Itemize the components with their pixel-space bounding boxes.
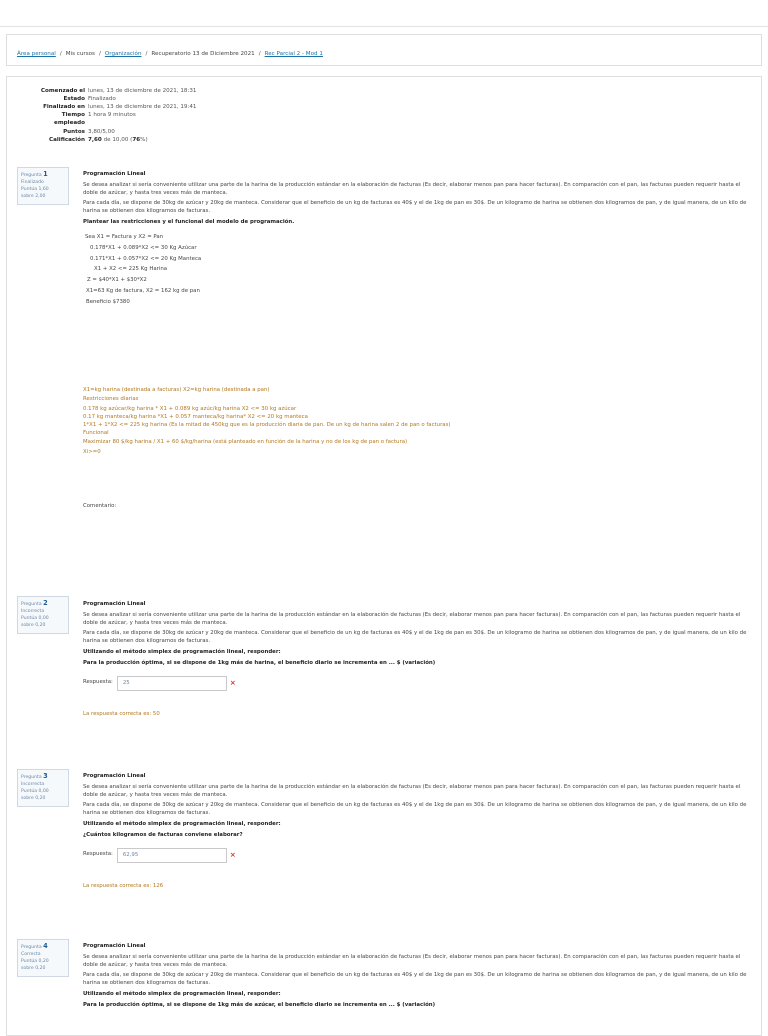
question-subheading: Utilizando el método simplex de programación lineal, responder: <box>83 991 281 998</box>
question-state: Incorrecta <box>21 608 45 614</box>
question-points: Puntúa 0,00 <box>21 788 49 794</box>
question-content-2 <box>83 601 753 722</box>
question-points: Puntúa 1,60 <box>21 186 49 192</box>
question-number: 4 <box>43 942 48 950</box>
question-text: Para cada día, se dispone de 30kg de azúcar y 20kg de manteca. Considerar que el beneficio de un kg de facturas es 40$ y el de 1kg de pan es 30$. De un kilogramo de harina se obtienen dos kilogramos de pan, y de igual manera, de un kilo de harina se obtienen dos kilogramos de facturas. <box>83 200 747 215</box>
question-info-1: Pregunta 1 Finalizado Puntúa 1,60 sobre 2,00 <box>17 167 69 205</box>
question-max-points: sobre 0,20 <box>21 965 46 971</box>
question-text: Para cada día, se dispone de 30kg de azúcar y 20kg de manteca. Considerar que el beneficio de un kg de facturas es 40$ y el de 1kg de pan es 30$. De un kilogramo de harina se obtienen dos kilogramos de pan, y de igual manera, de un kilo de harina se obtienen dos kilogramos de facturas. <box>83 630 747 645</box>
question-prompt: Plantear las restricciones y el funcional del modelo de programación. <box>83 219 295 226</box>
question-max-points: sobre 2,00 <box>21 193 46 199</box>
question-state: Incorrecta <box>21 781 45 787</box>
answer-input[interactable]: 25 <box>117 676 227 691</box>
quiz-review <box>6 76 762 1036</box>
breadcrumb-area-personal[interactable]: Área personal <box>17 51 56 57</box>
question-number: 2 <box>43 599 48 607</box>
question-points: Puntúa 0,00 <box>21 615 49 621</box>
breadcrumb-bar <box>6 34 762 66</box>
question-text: Se desea analizar si sería conveniente utilizar una parte de la harina de la producción estándar en la elaboración de facturas (Es decir, elaborar menos pan para hacer facturas). En comparación con el pan, las facturas pueden requerir hasta el doble de azúcar, y hasta tres veces más de manteca. <box>83 953 741 968</box>
question-prompt: Para la producción óptima, si se dispone de 1kg más de harina, el beneficio diario se incrementa en ... $ (variación) <box>83 659 436 666</box>
summary-row-points: Puntos 3,80/5,00 <box>63 128 115 135</box>
question-text: Se desea analizar si sería conveniente utilizar una parte de la harina de la producción estándar en la elaboración de facturas (Es decir, elaborar menos pan para hacer facturas). En comparación con el pan, las facturas pueden requerir hasta el doble de azúcar, y hasta tres veces más de manteca. <box>83 783 741 798</box>
breadcrumb-separator: / <box>59 51 62 57</box>
breadcrumb-mis-cursos[interactable]: Mis cursos <box>65 51 95 57</box>
summary-row-state: Estado Finalizado <box>63 96 116 103</box>
breadcrumb-recuperatorio[interactable]: Recuperatorio 13 de Diciembre 2021 <box>151 51 255 57</box>
summary-row-finished: Finalizado en lunes, 13 de diciembre de 2021, 19:41 <box>43 104 197 111</box>
general-feedback: X1=kg harina (destinada a facturas) X2=kg harina (destinada a pan) Restricciones diarias 0.178 kg azúcar/kg harina * X1 + 0.089 kg azúc/kg harina X2 <= 30 kg azúcar 0.17 kg manteca/kg harina *X1 + 0.057 manteca/kg harina* X2 <= 20 kg manteca 1*X1 + 1*X2 <= 225 kg harina (Es la mitad de 450kg que es la producción diaria de pan. De un kg de harina salen 2 de pan o facturas) Funcional Maximizar 80 $/kg harina / X1 + 60 $/kg/harina (está planteado en función de la harina y no de los kg de pan o factura) Xi>=0 <box>83 386 451 455</box>
breadcrumb-rec-parcial[interactable]: Rec Parcial 2 - Mod 1 <box>264 51 323 57</box>
question-state: Correcta <box>21 951 41 957</box>
breadcrumb-organizacion[interactable]: Organización <box>104 51 142 57</box>
breadcrumb <box>17 50 323 58</box>
question-max-points: sobre 0,20 <box>21 622 46 628</box>
correct-answer: La respuesta correcta es: 126 <box>83 882 164 889</box>
question-max-points: sobre 0,20 <box>21 795 46 801</box>
essay-answer: Sea X1 = Factura y X2 = Pan 0.178*X1 + 0.089*X2 <= 30 Kg Azúcar 0.171*X1 + 0.057*X2 <= 20 Kg Manteca X1 + X2 <= 225 Kg Harina Z = $40*X1 + $30*X2 X1=63 Kg de factura, X2 = 162 kg de pan Beneficio $7380 <box>85 233 202 305</box>
attempt-summary <box>19 87 196 144</box>
answer-label: Respuesta: <box>83 679 113 686</box>
answer-row <box>83 848 753 863</box>
answer-label: Respuesta: <box>83 851 113 858</box>
incorrect-icon: × <box>229 679 236 688</box>
question-text: Para cada día, se dispone de 30kg de azúcar y 20kg de manteca. Considerar que el beneficio de un kg de facturas es 40$ y el de 1kg de pan es 30$. De un kilogramo de harina se obtienen dos kilogramos de pan, y de igual manera, de un kilo de harina se obtienen dos kilogramos de facturas. <box>83 802 747 817</box>
question-content-3 <box>83 773 753 894</box>
summary-row-time: Tiempo empleado 1 hora 9 minutos <box>54 112 136 127</box>
question-prompt: ¿Cuántos kilogramos de facturas conviene elaborar? <box>83 831 243 838</box>
answer-row <box>83 676 753 691</box>
top-navbar <box>0 0 768 27</box>
incorrect-icon: × <box>229 851 236 860</box>
question-title: Programación Lineal <box>83 773 146 779</box>
question-content-4 <box>83 943 753 1013</box>
question-info-3: Pregunta 3 Incorrecta Puntúa 0,00 sobre 0,20 <box>17 769 69 807</box>
correct-answer: La respuesta correcta es: 50 <box>83 710 160 717</box>
question-subheading: Utilizando el método simplex de programación lineal, responder: <box>83 649 281 656</box>
question-info-4: Pregunta 4 Correcta Puntúa 0,20 sobre 0,20 <box>17 939 69 977</box>
question-number: 3 <box>43 772 48 780</box>
comment-label: Comentario: <box>83 503 117 510</box>
question-text: Para cada día, se dispone de 30kg de azúcar y 20kg de manteca. Considerar que el beneficio de un kg de facturas es 40$ y el de 1kg de pan es 30$. De un kilogramo de harina se obtienen dos kilogramos de pan, y de igual manera, de un kilo de harina se obtienen dos kilogramos de facturas. <box>83 972 747 987</box>
summary-row-started: Comenzado el lunes, 13 de diciembre de 2021, 18:31 <box>40 88 197 94</box>
summary-row-grade: Calificación 7,60 de 10,00 (76%) <box>48 136 148 143</box>
question-text: Se desea analizar si sería conveniente utilizar una parte de la harina de la producción estándar en la elaboración de facturas (Es decir, elaborar menos pan para hacer facturas). En comparación con el pan, las facturas pueden requerir hasta el doble de azúcar, y hasta tres veces más de manteca. <box>83 181 741 196</box>
question-title: Programación Lineal <box>83 171 146 177</box>
question-info-2: Pregunta 2 Incorrecta Puntúa 0,00 sobre 0,20 <box>17 596 69 634</box>
question-number: 1 <box>43 170 48 178</box>
question-subheading: Utilizando el método simplex de programación lineal, responder: <box>83 821 281 828</box>
question-title: Programación Lineal <box>83 601 146 607</box>
breadcrumb-separator: / <box>258 51 261 57</box>
question-state: Finalizado <box>21 179 44 185</box>
breadcrumb-separator: / <box>145 51 148 57</box>
breadcrumb-separator: / <box>98 51 101 57</box>
question-content-1 <box>83 171 753 511</box>
question-text: Se desea analizar si sería conveniente utilizar una parte de la harina de la producción estándar en la elaboración de facturas (Es decir, elaborar menos pan para hacer facturas). En comparación con el pan, las facturas pueden requerir hasta el doble de azúcar, y hasta tres veces más de manteca. <box>83 611 741 626</box>
answer-input[interactable]: 62,95 <box>117 848 227 863</box>
question-title: Programación Lineal <box>83 943 146 949</box>
question-points: Puntúa 0,20 <box>21 958 49 964</box>
question-prompt: Para la producción óptima, si se dispone de 1kg más de azúcar, el beneficio diario se incrementa en ... $ (variación) <box>83 1001 436 1008</box>
